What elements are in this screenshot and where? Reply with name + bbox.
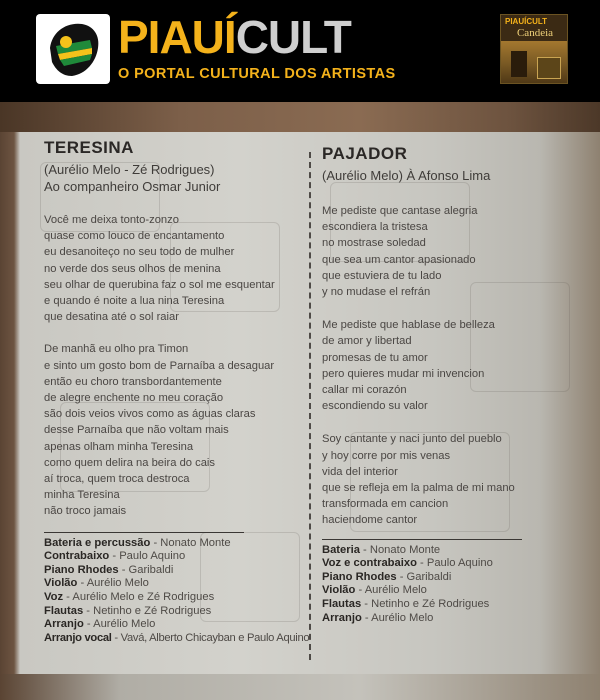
brand-wordmark[interactable] <box>118 10 351 64</box>
lyric-line: no mostrase soledad <box>322 237 426 250</box>
site-header <box>0 0 600 102</box>
lyric-line: vida del interior <box>322 465 398 478</box>
site-logo[interactable] <box>36 14 110 84</box>
lyric-line: eu desanoiteço no seu todo de mulher <box>44 246 235 259</box>
credits-list <box>44 537 309 646</box>
lyric-line: Me pediste que hablase de belleza <box>322 319 495 332</box>
credit-name: - Nonato Monte <box>150 536 231 549</box>
lyric-line: pero quieres mudar mi invencion <box>322 367 485 380</box>
credit-role: Violão <box>44 577 78 590</box>
thumb-album-title: Candeia <box>516 27 554 39</box>
album-art-image <box>501 41 568 84</box>
lyrics-stanza <box>44 341 309 519</box>
credit-role: Piano Rhodes <box>322 570 397 583</box>
thumb-brand: PIAUÍCULT <box>505 17 548 26</box>
credit-line <box>322 571 522 585</box>
credit-name: - Netinho e Zé Rodrigues <box>83 604 212 617</box>
credit-role: Voz e contrabaixo <box>322 557 417 570</box>
credit-line <box>44 618 309 632</box>
lyric-line: minha Teresina <box>44 489 120 502</box>
brand-part-piaui: PIAUÍ <box>118 11 236 63</box>
lyric-line: haciendome cantor <box>322 514 418 527</box>
credit-role: Voz <box>44 591 64 604</box>
lyric-line: então eu choro transbordantemente <box>44 375 222 388</box>
lyric-line: e sinto um gosto bom de Parnaíba a desaguar <box>44 359 275 372</box>
credits-divider <box>44 532 244 533</box>
lyric-line: promesas de tu amor <box>322 351 428 364</box>
credits-divider <box>322 539 522 540</box>
credit-name: - Paulo Aquino <box>109 550 186 563</box>
credit-role: Bateria e percussão <box>44 536 151 549</box>
lyric-line: são dois veios vivos como as águas claras <box>44 408 256 421</box>
lyric-line: e quando é noite a lua nina Teresina <box>44 295 225 308</box>
credit-line <box>322 612 522 626</box>
lyric-line: Me pediste que cantase alegria <box>322 205 478 217</box>
lyric-line: aí troca, quem troca destroca <box>44 473 190 486</box>
credits-list <box>322 544 522 626</box>
piaui-map-flag-icon <box>42 18 104 80</box>
credit-name: - Nonato Monte <box>359 543 441 556</box>
credit-name: - Aurélio Melo <box>355 584 427 597</box>
song-dedication: Ao companheiro Osmar Junior <box>44 179 221 194</box>
lyric-line: transformada em cancion <box>322 498 449 511</box>
credit-line <box>322 557 522 571</box>
lyric-line: não troco jamais <box>44 505 127 518</box>
credit-role: Contrabaixo <box>44 550 110 563</box>
song-teresina <box>44 138 309 645</box>
song-title: TERESINA <box>44 138 134 157</box>
lyrics-stanza <box>44 212 309 325</box>
credit-line <box>44 537 309 551</box>
credit-line <box>322 598 522 612</box>
credit-line <box>44 564 309 578</box>
lyric-line: que desatina até o sol raiar <box>44 311 179 324</box>
lyric-line: Você me deixa tonto-zonzo <box>44 214 179 226</box>
credit-line <box>322 584 522 598</box>
album-cover-thumbnail[interactable] <box>500 14 568 84</box>
credit-name: - Aurélio Melo e Zé Rodrigues <box>63 591 215 604</box>
lyric-line: callar mi corazón <box>322 384 407 397</box>
credit-name: - Aurélio Melo <box>361 611 434 624</box>
lyrics-stanza <box>322 431 522 528</box>
song-authors-dedication: (Aurélio Melo) À Afonso Lima <box>322 168 491 183</box>
credit-name: - Garibaldi <box>118 563 174 576</box>
lyric-line: quase como louco de encantamento <box>44 230 225 243</box>
credit-role: Flautas <box>322 598 362 611</box>
credit-role: Piano Rhodes <box>44 563 119 576</box>
lyric-line: De manhã eu olho pra Timon <box>44 343 189 356</box>
credit-line <box>44 577 309 591</box>
lyric-line: Soy cantante y naci junto del pueblo <box>322 433 502 446</box>
site-tagline: O PORTAL CULTURAL DOS ARTISTAS <box>118 66 396 82</box>
lyric-line: de amor y libertad <box>322 335 412 348</box>
song-authors: (Aurélio Melo - Zé Rodrigues) <box>44 162 215 177</box>
lyric-line: que se refleja em la palma de mi mano <box>322 482 515 495</box>
lyrics-stanza <box>322 203 522 300</box>
credit-role: Violão <box>322 584 356 597</box>
lyric-line: como quem delira na beira do cais <box>44 456 216 469</box>
credit-name: - Aurélio Melo <box>77 577 149 590</box>
lyric-line: que sea um cantor apasionado <box>322 253 476 266</box>
credit-name: - Vavá, Alberto Chicayban e Paulo Aquino <box>111 631 310 644</box>
song-pajador <box>322 144 522 625</box>
credit-name: - Garibaldi <box>396 570 452 583</box>
lyric-line: de alegre enchente no meu coração <box>44 392 224 405</box>
credit-name: - Netinho e Zé Rodrigues <box>361 598 490 611</box>
brand-part-cult: CULT <box>235 11 351 63</box>
credit-name: - Paulo Aquino <box>416 557 493 570</box>
credit-role: Arranjo <box>44 618 84 631</box>
lyric-line: que estuviera de tu lado <box>322 269 442 282</box>
lyric-line: escondiendo su valor <box>322 400 428 413</box>
lyric-line: desse Parnaíba que não voltam mais <box>44 424 229 437</box>
lyric-line: seu olhar de querubina faz o sol me esquentar <box>44 278 275 291</box>
credit-name: - Aurélio Melo <box>83 618 156 631</box>
credit-line <box>44 632 309 646</box>
lyrics-stanza <box>322 317 522 414</box>
credit-line <box>322 544 522 558</box>
credit-role: Bateria <box>322 543 360 556</box>
credit-role: Arranjo vocal <box>44 631 112 644</box>
lyric-line: apenas olham minha Teresina <box>44 440 194 453</box>
credit-line <box>44 550 309 564</box>
lyric-line: y no mudase el refrán <box>322 286 431 299</box>
credit-role: Arranjo <box>322 611 362 624</box>
lyric-line: escondiera la tristesa <box>322 221 428 234</box>
song-title: PAJADOR <box>322 144 408 163</box>
lyric-line: no verde dos seus olhos de menina <box>44 262 221 275</box>
lyric-line: y hoy corre por mis venas <box>322 449 451 462</box>
credit-line <box>44 591 309 605</box>
credit-role: Flautas <box>44 604 84 617</box>
credit-line <box>44 605 309 619</box>
